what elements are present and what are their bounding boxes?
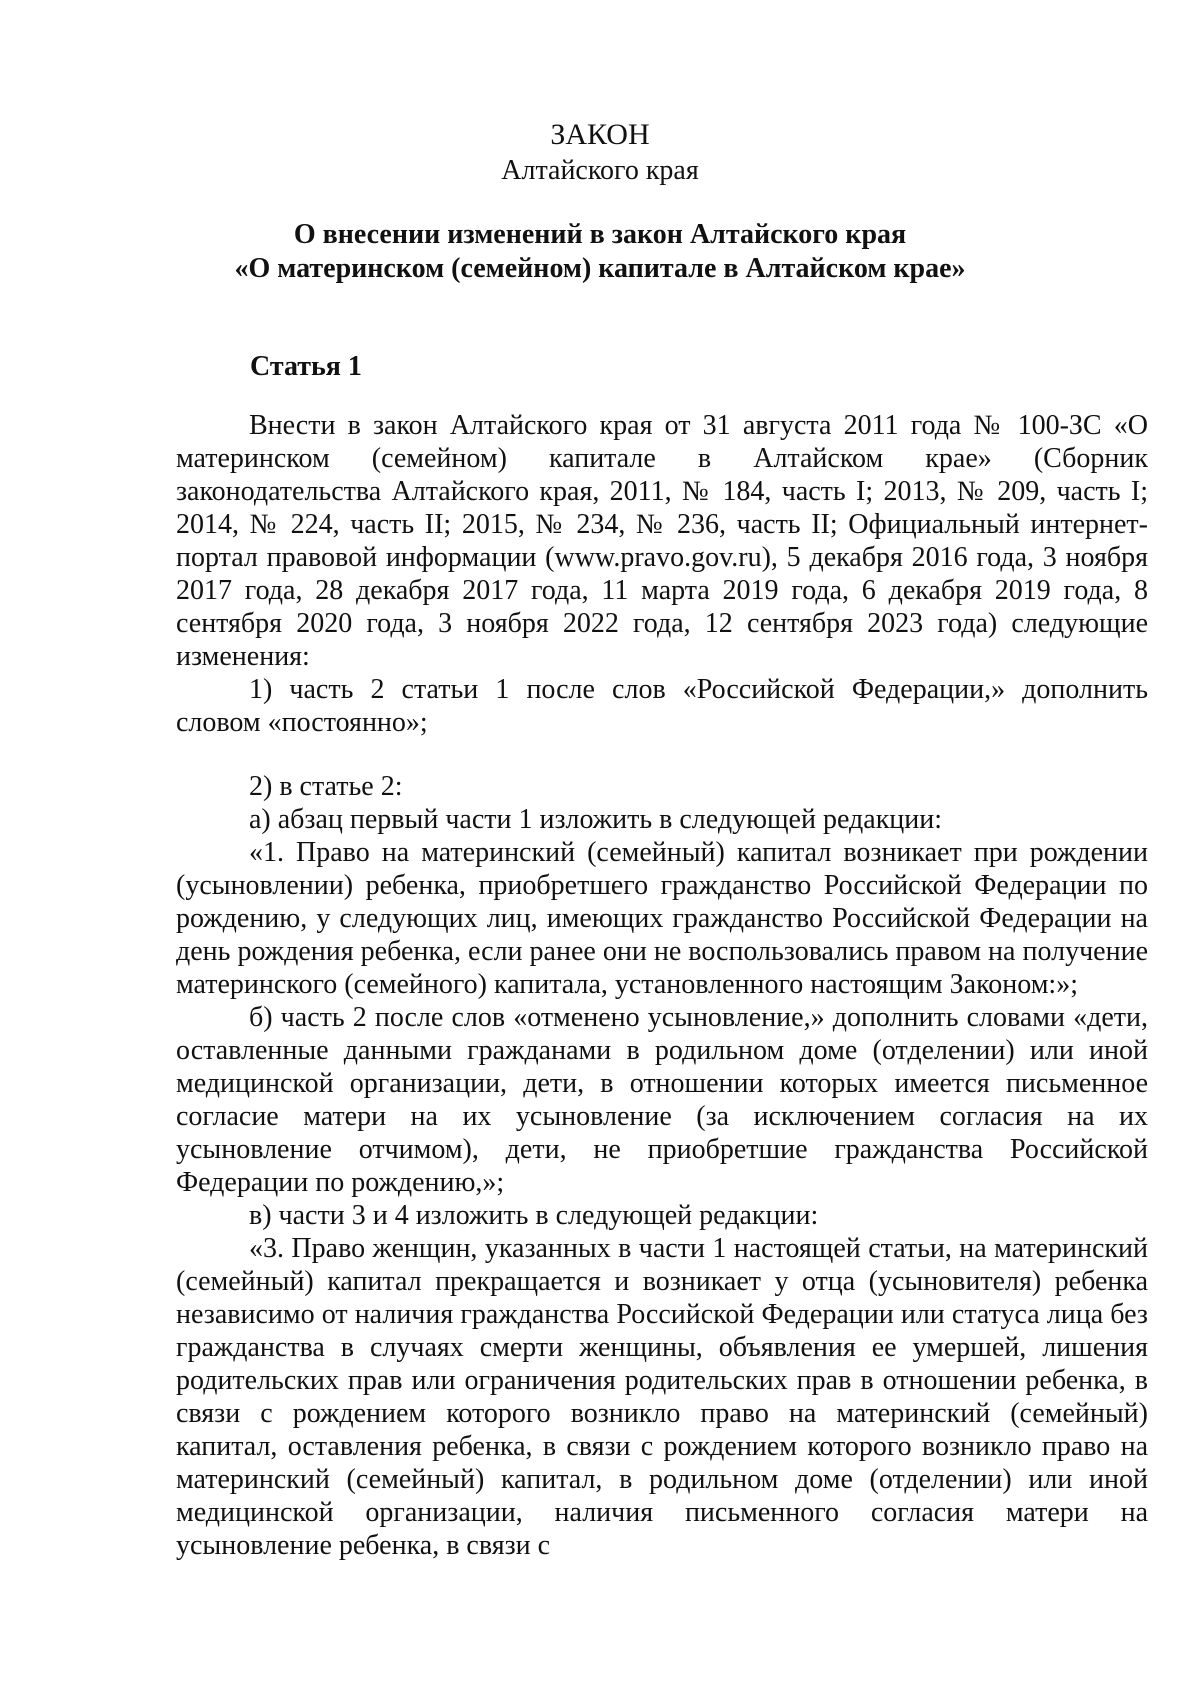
paragraph-quote-3: «3. Право женщин, указанных в части 1 настоящей статьи, на материнский (семейный) капитал прекращается и возникает у отца (усыновителя) ребенка независимо от наличия гражданства Российской Федерации или статуса лица без гражданства в случаях смерти женщины, объявления ее умершей, лишения родительских прав или ограничения родительских прав в отношении ребенка, в связи с рождением которого возникло право на материнский (семейный) капитал, оставления ребенка, в связи с рождением которого возникло право на материнский (семейный) капитал, в родильном доме (отделении) или иной медицинской организации, наличия письменного согласия матери на усыновление ребенка, в связи с — [176, 1233, 1148, 1561]
paragraph-sub-v: в) части 3 и 4 изложить в следующей редакции: — [249, 1200, 819, 1231]
law-title-line-2: «О материнском (семейном) капитале в Алтайском крае» — [234, 253, 966, 284]
document-body — [176, 409, 1148, 1562]
paragraph-sub-b: б) часть 2 после слов «отменено усыновление,» дополнить словами «дети, оставленные данными гражданами в родильном доме (отделении) или иной медицинской организации, дети, в отношении которых имеется письменное согласие матери на их усыновление (за исключением согласия на их усыновление отчимом), дети, не приобретшие гражданства Российской Федерации по рождению,»; — [176, 1002, 1148, 1198]
paragraph-intro: Внести в закон Алтайского края от 31 августа 2011 года № 100-ЗС «О материнском (семейном) капитале в Алтайском крае» (Сборник законодательства Алтайского края, 2011, № 184, часть I; 2013, № 209, часть I; 2014, № 224, часть II; 2015, № 234, № 236, часть II; Официальный интернет-портал правовой информации (www.pravo.gov.ru), 5 декабря 2016 года, 3 ноября 2017 года, 28 декабря 2017 года, 11 марта 2019 года, 6 декабря 2019 года, 8 сентября 2020 года, 3 ноября 2022 года, 12 сентября 2023 года) следующие изменения: — [176, 410, 1148, 672]
article-heading: Статья 1 — [250, 351, 362, 382]
paragraph-sub-a: а) абзац первый части 1 изложить в следующей редакции: — [249, 804, 943, 835]
law-heading: ЗАКОН — [550, 118, 650, 151]
paragraph-quote-1: «1. Право на материнский (семейный) капитал возникает при рождении (усыновлении) ребенка, приобретшего гражданство Российской Федерации по рождению, у следующих лиц, имеющих гражданство Российской Федерации на день рождения ребенка, если ранее они не воспользовались правом на получение материнского (семейного) капитала, установленного настоящим Законом:»; — [176, 837, 1148, 1000]
region-subheading: Алтайского края — [501, 155, 699, 186]
paragraph-item-2: 2) в статье 2: — [249, 771, 403, 802]
paragraph-item-1: 1) часть 2 статьи 1 после слов «Российской Федерации,» дополнить словом «постоянно»; — [176, 674, 1148, 738]
law-title-line-1: О внесении изменений в закон Алтайского края — [293, 219, 907, 250]
paragraph-gap — [176, 739, 1148, 770]
